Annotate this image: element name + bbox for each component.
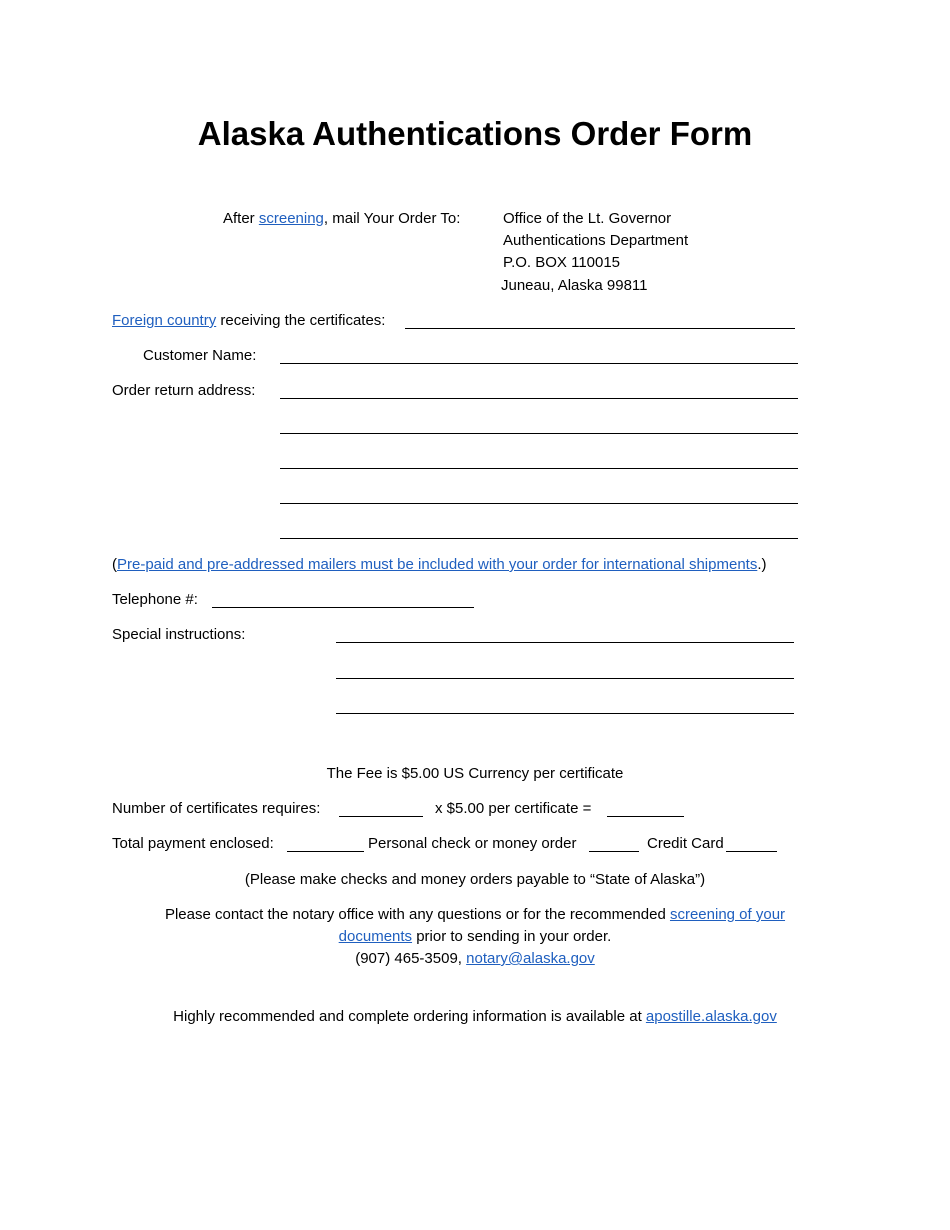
address-line-department: Authentications Department — [503, 232, 689, 249]
apostille-link[interactable]: apostille.alaska.gov — [645, 1008, 777, 1025]
contact-text-1: Please contact the notary office with any questions or for the recommended — [164, 906, 670, 923]
return-address-field-1[interactable] — [280, 398, 798, 399]
credit-card-field[interactable] — [726, 851, 777, 852]
foreign-country-field[interactable] — [405, 328, 795, 329]
screening-documents-link-cont[interactable]: documents — [338, 928, 413, 945]
order-return-label: Order return address: — [112, 382, 256, 399]
special-instructions-label: Special instructions: — [112, 626, 246, 643]
return-address-field-3[interactable] — [280, 468, 798, 469]
payment-label: Total payment enclosed: — [112, 835, 274, 852]
telephone-field[interactable] — [212, 607, 474, 608]
special-instructions-field-3[interactable] — [336, 713, 794, 714]
telephone-label: Telephone #: — [112, 591, 198, 608]
screening-link[interactable]: screening — [258, 210, 324, 227]
foreign-country-label: receiving the certificates: — [216, 312, 386, 329]
credit-card-label: Credit Card — [647, 835, 724, 852]
contact-text-2: prior to sending in your order. — [412, 928, 612, 945]
footer-line — [0, 1007, 950, 1027]
special-instructions-field-2[interactable] — [336, 678, 794, 679]
mailing-suffix: , mail Your Order To: — [323, 210, 461, 227]
fee-text: The Fee is $5.00 US Currency per certificate — [326, 765, 624, 782]
address-line-city: Juneau, Alaska 99811 — [501, 277, 648, 294]
special-instructions-field-1[interactable] — [336, 642, 794, 643]
mailing-prefix: After — [223, 210, 259, 227]
certificate-count-field[interactable] — [339, 816, 423, 817]
notary-email-link[interactable]: notary@alaska.gov — [466, 950, 595, 967]
customer-name-field[interactable] — [280, 363, 798, 364]
foreign-country-row — [112, 311, 385, 331]
screening-documents-link[interactable]: screening of your — [669, 906, 786, 923]
mailer-note-link[interactable]: Pre-paid and pre-addressed mailers must be included with your order for international shipments — [117, 556, 758, 573]
number-label: Number of certificates requires: — [112, 800, 321, 817]
payment-total-field[interactable] — [287, 851, 364, 852]
mailing-instruction — [223, 209, 460, 229]
check-option-field[interactable] — [589, 851, 639, 852]
return-address-field-4[interactable] — [280, 503, 798, 504]
contact-phone: (907) 465-3509, — [355, 950, 467, 967]
mailer-note — [112, 555, 767, 575]
customer-name-label: Customer Name: — [143, 347, 257, 364]
contact-line-3 — [0, 949, 950, 969]
per-certificate-text: x $5.00 per certificate = — [435, 800, 592, 817]
address-line-office: Office of the Lt. Governor — [503, 210, 672, 227]
certificate-total-field[interactable] — [607, 816, 684, 817]
contact-line-2 — [0, 927, 950, 947]
return-address-field-5[interactable] — [280, 538, 798, 539]
address-line-pobox: P.O. BOX 110015 — [503, 254, 621, 271]
return-address-field-2[interactable] — [280, 433, 798, 434]
mailer-note-open: ( — [112, 556, 117, 573]
contact-line-1 — [0, 905, 950, 925]
payable-note: (Please make checks and money orders payable to “State of Alaska”) — [244, 871, 706, 888]
footer-text: Highly recommended and complete ordering information is available at — [173, 1008, 646, 1025]
foreign-country-link[interactable]: Foreign country — [112, 312, 217, 329]
page-title: Alaska Authentications Order Form — [197, 115, 753, 152]
check-option-label: Personal check or money order — [368, 835, 577, 852]
mailer-note-close: .) — [757, 556, 767, 573]
